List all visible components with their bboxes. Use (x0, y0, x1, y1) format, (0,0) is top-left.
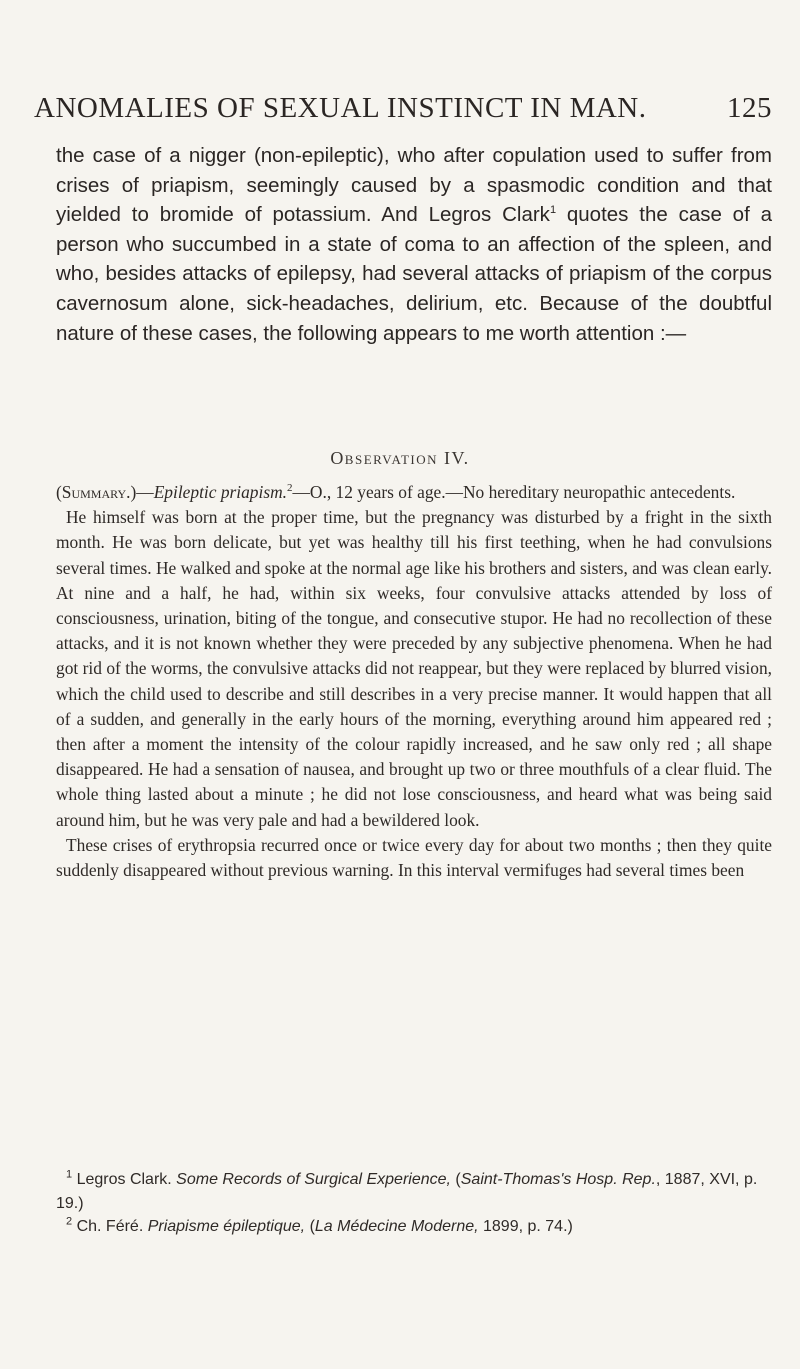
footnote-1-paren: ( (450, 1171, 461, 1188)
footnotes (56, 1168, 772, 1239)
footnote-2-author: Ch. Féré. (72, 1218, 148, 1235)
running-head (34, 92, 772, 125)
footnote-2-citation: 1899, p. 74.) (478, 1218, 573, 1235)
footnote-ref-2: 2 (287, 482, 293, 495)
lead-text-part2: quotes the case of a person who succumbed in a state of coma to an affection of the spleen, and who, besides attacks of epilepsy, had several attacks of priapism of the corpus cavernosum alone, sick-headaches, delirium, etc. Because of the doubtful nature of these cases, the following appears to me worth attention :— (56, 203, 773, 345)
footnote-ref-1: 1 (549, 204, 557, 217)
page-number: 125 (727, 92, 772, 124)
footnote-1-title: Some Records of Surgical Experience, (176, 1171, 451, 1188)
observation-heading: Observation IV. (330, 448, 470, 468)
summary-italic: Epileptic priapism. (153, 482, 288, 502)
running-title: ANOMALIES OF SEXUAL INSTINCT IN MAN. (34, 92, 647, 124)
summary-rest: —O., 12 years of age.—No hereditary neuropathic antecedents. (292, 482, 736, 502)
footnote-2 (56, 1215, 772, 1239)
footnote-1-citation: , 1887, XVI, p. 19.) (56, 1171, 758, 1212)
footnote-1-number: 1 (66, 1168, 73, 1181)
footnote-2-journal: La Médecine Moderne, (314, 1218, 479, 1235)
footnote-1-author: Legros Clark. (72, 1171, 177, 1188)
footnote-1-journal: Saint-Thomas's Hosp. Rep. (460, 1171, 656, 1188)
footnote-2-number: 2 (66, 1215, 73, 1228)
observation-paragraph-1: He himself was born at the proper time, but the pregnancy was disturbed by a fright in the sixth month. He was born delicate, but yet was healthy till his first teething, when he had convulsions several times. He walked and spoke at the normal age like his brothers and sisters, and was clean early. At nine and a half, he had, within six weeks, four convulsive attacks attended by loss of consciousness, urination, biting of the tongue, and consecutive stupor. He had no recollection of these attacks, and it is not known whether they were preceded by any subjective phenomena. When he had got rid of the worms, the convulsive attacks did not reappear, but they were replaced by blurred vision, which the child used to describe and still describes in a very precise manner. It would happen that all of a sudden, and generally in the early hours of the morning, everything around him appeared red ; then after a moment the intensity of the colour rapidly increased, and he saw only red ; all shape disappeared. He had a sensation of nausea, and brought up two or three mouthfuls of a clear fluid. The whole thing lasted about a minute ; he did not lose consciousness, and heard what was being said around him, but he was very pale and had a bewildered look. (56, 507, 772, 830)
lead-paragraph (56, 141, 772, 348)
summary-label: (Summary.)— (56, 482, 154, 502)
footnote-2-paren: ( (305, 1218, 315, 1235)
footnote-2-title: Priapisme épileptique, (147, 1218, 306, 1235)
observation-paragraph-2: These crises of erythropsia recurred once or twice every day for about two months ; then they quite suddenly disappeared without previous warning. In this interval vermifuges had several times been (56, 834, 772, 881)
footnote-1 (56, 1168, 772, 1215)
observation-body (56, 480, 772, 883)
lead-text-part1: the case of a nigger (non-epileptic), who after copulation used to suffer from crises of priapism, seemingly caused by a spasmodic condition and that yielded to bromide of potassium. And Legros Clark (56, 144, 772, 227)
observation-summary (56, 480, 772, 505)
